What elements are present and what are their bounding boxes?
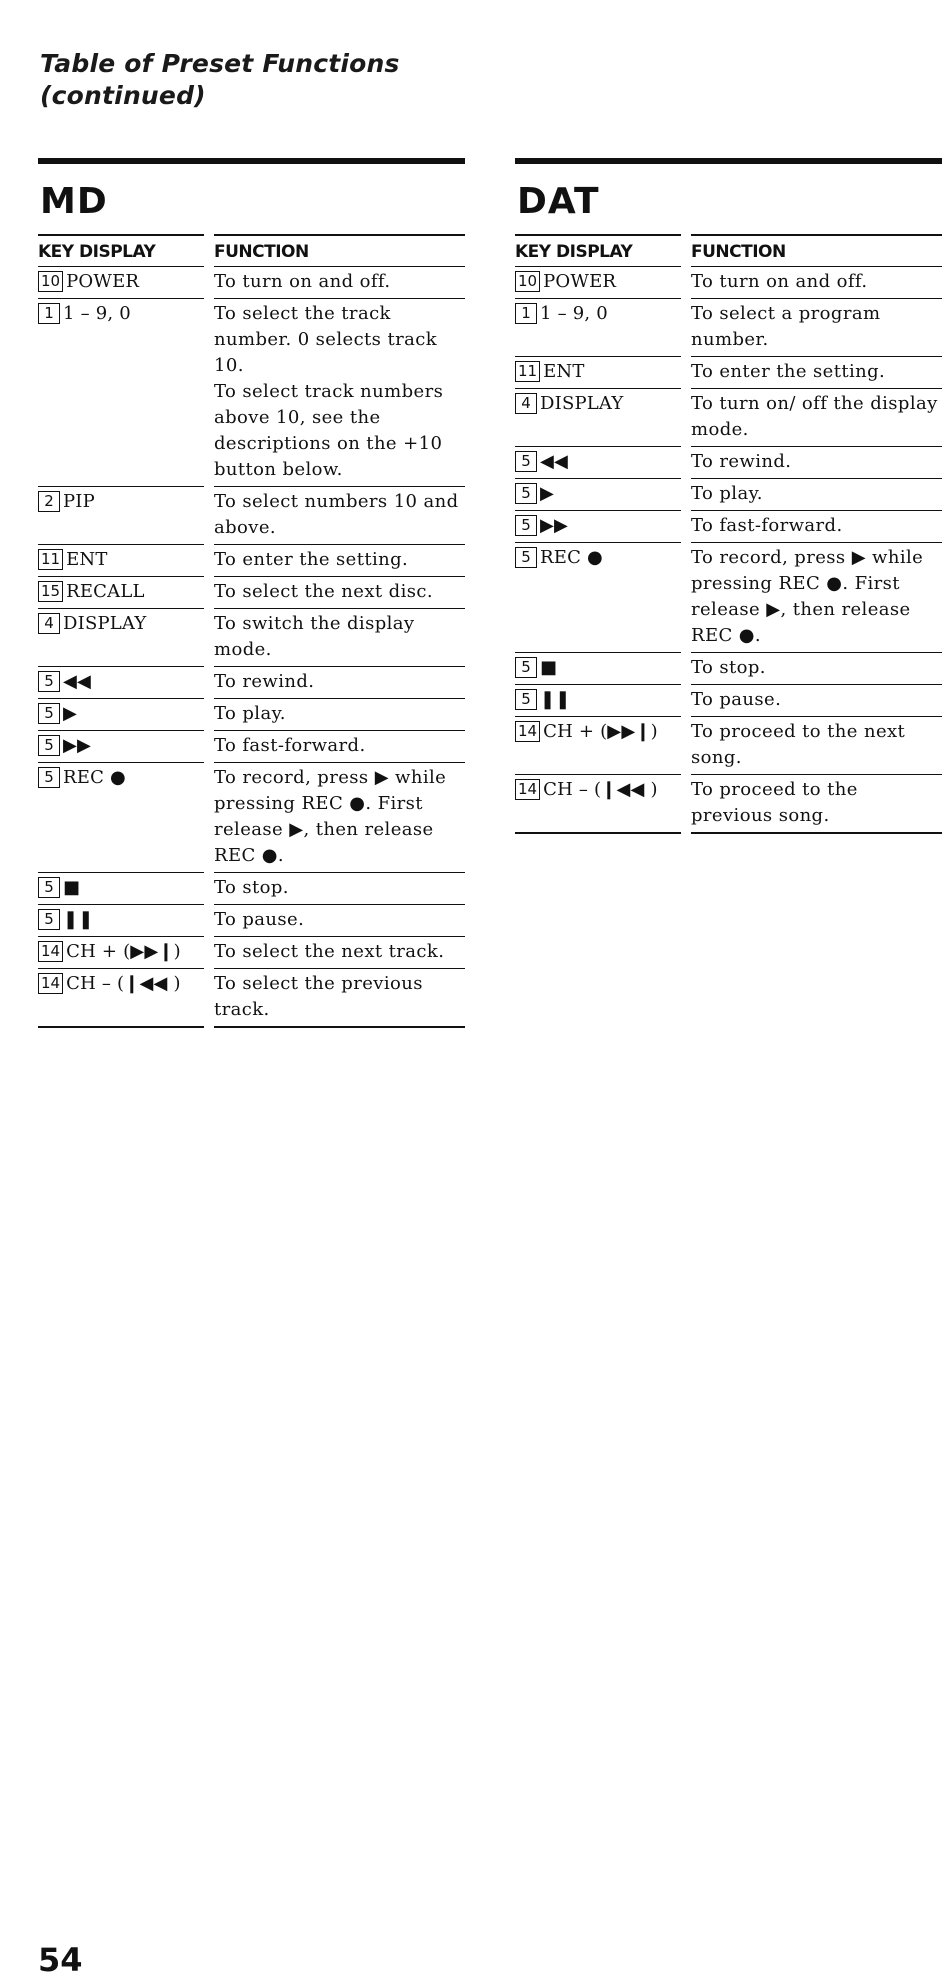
key-label: DISPLAY: [540, 393, 624, 414]
table-row: [38, 667, 465, 699]
key-label: REC ●: [540, 547, 603, 568]
function-cell: To record, press ▶ while pressing REC ●. First release ▶, then release REC ●.: [691, 543, 942, 653]
key-number-badge: 11: [38, 549, 63, 570]
key-number-badge: 5: [515, 547, 537, 568]
key-label: ◀◀: [540, 451, 569, 472]
key-label: CH + (▶▶❙): [66, 941, 181, 962]
function-cell: To select the next disc.: [214, 577, 465, 609]
key-label: PIP: [63, 491, 95, 512]
function-cell: To turn on and off.: [691, 267, 942, 299]
key-display-cell: [515, 717, 681, 775]
table-row: [38, 299, 465, 487]
function-cell: To stop.: [214, 873, 465, 905]
key-label: POWER: [66, 271, 140, 292]
key-label: POWER: [543, 271, 617, 292]
function-cell: To turn on/ off the display mode.: [691, 389, 942, 447]
key-number-badge: 2: [38, 491, 60, 512]
key-label: ENT: [66, 549, 108, 570]
key-label: 1 – 9, 0: [540, 303, 608, 324]
key-label: ■: [540, 657, 558, 678]
key-display-cell: [515, 479, 681, 511]
function-cell: To proceed to the next song.: [691, 717, 942, 775]
key-number-badge: 5: [515, 483, 537, 504]
table-row: [515, 389, 942, 447]
key-label: CH + (▶▶❙): [543, 721, 658, 742]
function-cell: To fast-forward.: [691, 511, 942, 543]
key-number-badge: 10: [515, 271, 540, 292]
dat-heading: DAT: [517, 181, 600, 222]
function-cell: To rewind.: [214, 667, 465, 699]
key-number-badge: 14: [515, 779, 540, 800]
dat-section: [515, 158, 942, 834]
function-cell: To select the previous track.: [214, 969, 465, 1028]
page-title-line-1: Table of Preset Functions: [40, 49, 400, 78]
key-display-cell: [515, 543, 681, 653]
key-display-cell: [38, 937, 204, 969]
function-cell: To proceed to the previous song.: [691, 775, 942, 834]
function-cell: To stop.: [691, 653, 942, 685]
key-number-badge: 5: [38, 703, 60, 724]
key-display-cell: [38, 545, 204, 577]
function-cell: To rewind.: [691, 447, 942, 479]
function-cell: To enter the setting.: [214, 545, 465, 577]
key-number-badge: 5: [515, 657, 537, 678]
key-number-badge: 5: [515, 515, 537, 536]
function-cell: To select numbers 10 and above.: [214, 487, 465, 545]
key-number-badge: 10: [38, 271, 63, 292]
function-cell: To pause.: [691, 685, 942, 717]
table-row: [38, 609, 465, 667]
table-row: [515, 267, 942, 299]
key-number-badge: 11: [515, 361, 540, 382]
table-row: [38, 267, 465, 299]
function-cell: To pause.: [214, 905, 465, 937]
table-row: [515, 357, 942, 389]
md-heading: MD: [40, 181, 108, 222]
key-display-cell: [38, 577, 204, 609]
key-display-cell: [515, 775, 681, 834]
table-row: [38, 905, 465, 937]
md-table-header: [38, 234, 465, 267]
key-number-badge: 14: [515, 721, 540, 742]
key-label: RECALL: [66, 581, 145, 602]
key-display-cell: [38, 299, 204, 487]
key-display-cell: [38, 969, 204, 1028]
md-table: [38, 234, 465, 1028]
key-display-cell: [38, 699, 204, 731]
function-cell: To switch the display mode.: [214, 609, 465, 667]
table-row: [515, 447, 942, 479]
key-number-badge: 1: [38, 303, 60, 324]
key-display-cell: [515, 685, 681, 717]
key-number-badge: 14: [38, 941, 63, 962]
key-display-cell: [38, 267, 204, 299]
page-title-line-2: (continued): [40, 81, 206, 110]
page-title: [40, 48, 400, 112]
table-row: [515, 685, 942, 717]
table-row: [38, 577, 465, 609]
table-row: [38, 699, 465, 731]
key-label: ▶▶: [540, 515, 569, 536]
dat-function-header: FUNCTION: [691, 234, 942, 267]
page-number: 54: [38, 1941, 83, 1979]
md-table-body: [38, 267, 465, 1028]
table-row: [515, 717, 942, 775]
key-label: 1 – 9, 0: [63, 303, 131, 324]
key-display-cell: [38, 873, 204, 905]
dat-table-header: [515, 234, 942, 267]
table-row: [515, 511, 942, 543]
key-number-badge: 5: [38, 735, 60, 756]
function-cell: To play.: [214, 699, 465, 731]
key-display-cell: [38, 905, 204, 937]
key-display-cell: [515, 357, 681, 389]
key-display-cell: [515, 299, 681, 357]
function-cell: To turn on and off.: [214, 267, 465, 299]
table-row: [38, 545, 465, 577]
table-row: [38, 487, 465, 545]
key-number-badge: 15: [38, 581, 63, 602]
function-cell: To play.: [691, 479, 942, 511]
md-function-header: FUNCTION: [214, 234, 465, 267]
table-row: [38, 873, 465, 905]
table-row: [38, 937, 465, 969]
key-label: ❚❚: [540, 689, 571, 710]
table-row: [38, 763, 465, 873]
key-label: ENT: [543, 361, 585, 382]
key-label: ■: [63, 877, 81, 898]
key-display-cell: [38, 487, 204, 545]
key-label: REC ●: [63, 767, 126, 788]
key-number-badge: 5: [38, 877, 60, 898]
dat-key-display-header: KEY DISPLAY: [515, 234, 681, 267]
key-display-cell: [515, 511, 681, 543]
dat-table-body: [515, 267, 942, 834]
function-cell: To fast-forward.: [214, 731, 465, 763]
key-number-badge: 4: [38, 613, 60, 634]
key-label: ❚❚: [63, 909, 94, 930]
key-display-cell: [38, 763, 204, 873]
table-row: [38, 731, 465, 763]
table-row: [38, 969, 465, 1028]
key-label: DISPLAY: [63, 613, 147, 634]
key-label: CH – (❙◀◀ ): [66, 973, 181, 994]
key-label: ◀◀: [63, 671, 92, 692]
function-cell: To record, press ▶ while pressing REC ●. First release ▶, then release REC ●.: [214, 763, 465, 873]
key-number-badge: 5: [515, 689, 537, 710]
table-row: [515, 479, 942, 511]
md-key-display-header: KEY DISPLAY: [38, 234, 204, 267]
table-row: [515, 543, 942, 653]
key-display-cell: [515, 389, 681, 447]
md-section: [38, 158, 465, 1028]
key-number-badge: 5: [515, 451, 537, 472]
md-section-rule: [38, 158, 465, 164]
key-label: CH – (❙◀◀ ): [543, 779, 658, 800]
key-number-badge: 5: [38, 767, 60, 788]
table-row: [515, 653, 942, 685]
table-row: [515, 775, 942, 834]
key-display-cell: [38, 731, 204, 763]
table-row: [515, 299, 942, 357]
key-display-cell: [38, 609, 204, 667]
function-cell: To select the track number. 0 selects track 10. To select track numbers above 10, see the descriptions on the +10 button below.: [214, 299, 465, 487]
key-display-cell: [515, 447, 681, 479]
key-label: ▶: [63, 703, 78, 724]
key-label: ▶▶: [63, 735, 92, 756]
key-label: ▶: [540, 483, 555, 504]
function-cell: To select the next track.: [214, 937, 465, 969]
function-cell: To enter the setting.: [691, 357, 942, 389]
key-display-cell: [515, 653, 681, 685]
key-number-badge: 5: [38, 909, 60, 930]
key-display-cell: [38, 667, 204, 699]
dat-section-rule: [515, 158, 942, 164]
key-number-badge: 1: [515, 303, 537, 324]
dat-table: [515, 234, 942, 834]
key-display-cell: [515, 267, 681, 299]
key-number-badge: 4: [515, 393, 537, 414]
key-number-badge: 14: [38, 973, 63, 994]
key-number-badge: 5: [38, 671, 60, 692]
function-cell: To select a program number.: [691, 299, 942, 357]
